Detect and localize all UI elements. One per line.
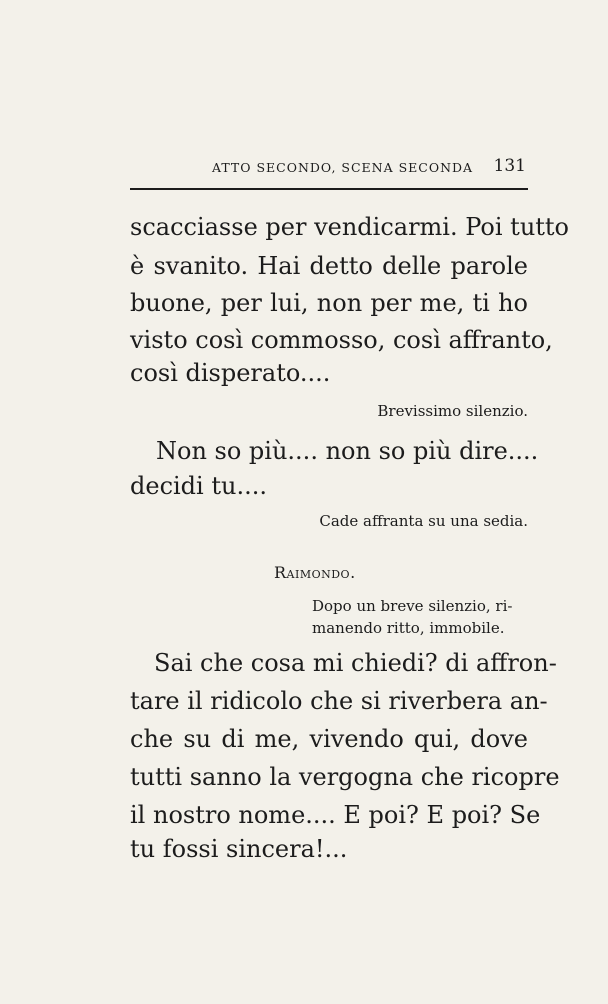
speaker-name: Raimondo. [274,563,356,582]
stage-direction-block [312,595,528,639]
running-title: ATTO SECONDO, SCENA SECONDA [212,160,474,175]
text-line: decidi tu.... [130,472,267,500]
text-line: visto così commosso, così affranto, [130,326,553,354]
header-rule [130,188,528,190]
text-line: il nostro nome.... E poi? E poi? Se [130,801,541,829]
text-line: che su di me, vivendo qui, dove [130,725,528,753]
text-line: Non so più.... non so più dire.... [156,437,539,465]
text-line: tu fossi sincera!... [130,835,348,863]
stage-direction: Brevissimo silenzio. [377,402,528,420]
text-line: tutti sanno la vergogna che ricopre [130,763,560,791]
stage-direction-line: manendo ritto, immobile. [312,619,505,637]
text-line: Sai che cosa mi chiedi? di affron- [154,649,557,677]
page-number: 131 [493,156,526,176]
text-line: scacciasse per vendicarmi. Poi tutto [130,213,570,241]
stage-direction: Cade affranta su una sedia. [319,512,528,530]
stage-direction-line: Dopo un breve silenzio, ri- [312,597,513,615]
text-line: tare il ridicolo che si riverbera an- [130,687,548,715]
text-line: è svanito. Hai detto delle parole [130,252,528,280]
text-line: così disperato.... [130,359,331,387]
text-line: buone, per lui, non per me, ti ho [130,289,528,317]
